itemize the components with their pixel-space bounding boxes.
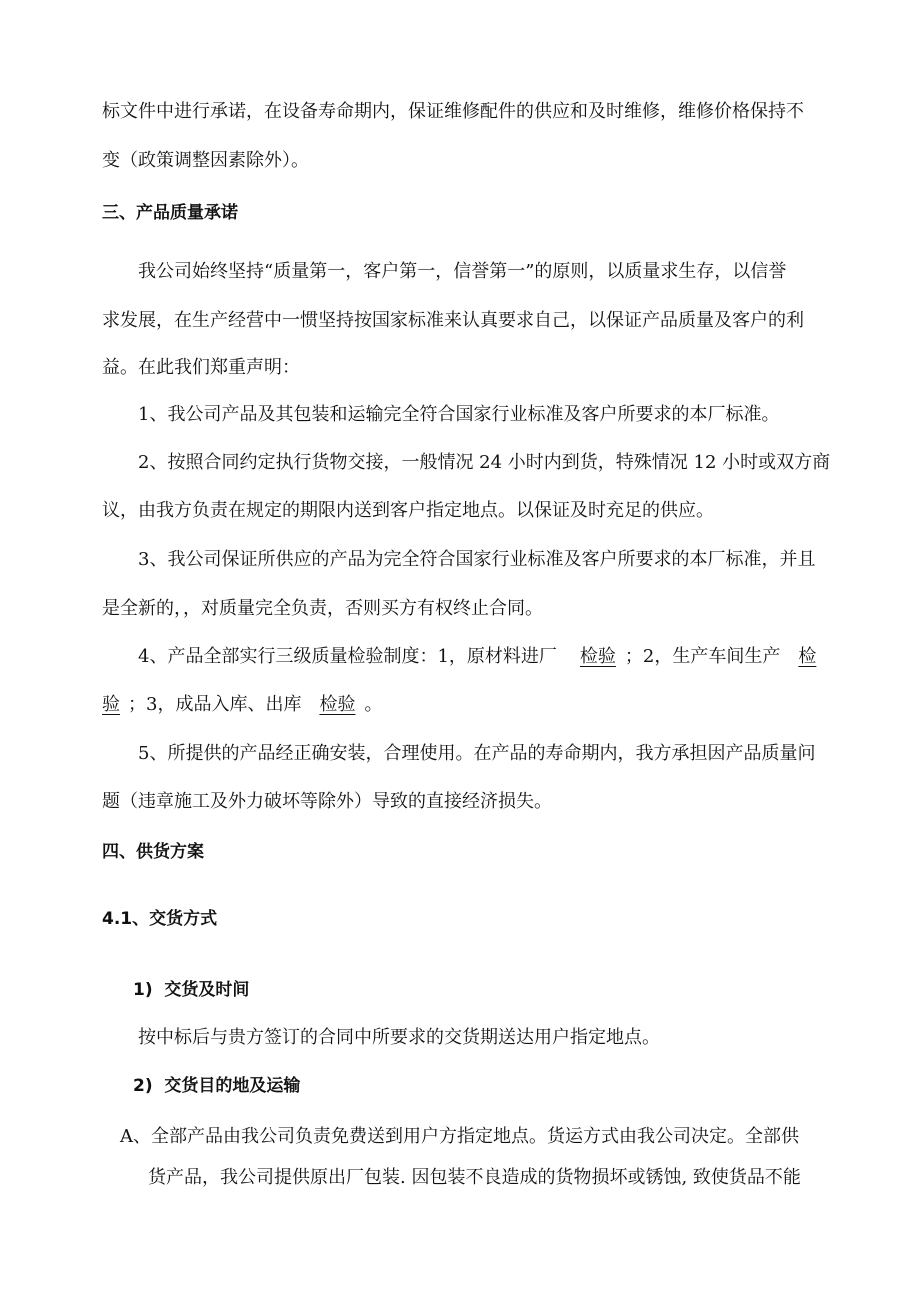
- paragraph-line: 标文件中进行承诺，在设备寿命期内，保证维修配件的供应和及时维修，维修价格保持不: [102, 101, 804, 122]
- underlined-inspection: 验: [102, 694, 120, 715]
- paragraph-line: 益。在此我们郑重声明：: [102, 357, 300, 378]
- item4-text: 4、产品全部实行三级质量检验制度：1，原材料进厂: [138, 646, 557, 667]
- list-item-3: 3、我公司保证所供应的产品为完全符合国家行业标准及客户所要求的本厂标准，并且: [138, 549, 816, 570]
- paragraph-line: 货产品，我公司提供原出厂包装. 因包装不良造成的货物损坏或锈蚀, 致使货品不能: [148, 1167, 801, 1188]
- paragraph-line: 我公司始终坚持“质量第一，客户第一，信誉第一”的原则，以质量求生存，以信誉: [138, 261, 787, 282]
- paragraph-line: 是全新的，，对质量完全负责，否则买方有权终止合同。: [102, 598, 543, 619]
- section-heading-quality-commitment: 三、产品质量承诺: [102, 203, 238, 223]
- subsection-heading-delivery-method: 4.1、交货方式: [102, 909, 218, 929]
- paragraph-line: 题（违章施工及外力破坏等除外）导致的直接经济损失。: [102, 791, 552, 812]
- paragraph-line: A、全部产品由我公司负责免费送到用户方指定地点。货运方式由我公司决定。全部供: [120, 1126, 799, 1147]
- paragraph-line: 按中标后与贵方签订的合同中所要求的交货期送达用户指定地点。: [138, 1027, 660, 1048]
- sub-heading-delivery-time: 1) 交货及时间: [133, 980, 250, 1000]
- paragraph-line: 变（政策调整因素除外）。: [102, 150, 309, 171]
- list-item-1: 1、我公司产品及其包装和运输完全符合国家行业标准及客户所要求的本厂标准。: [138, 404, 780, 425]
- paragraph-line: [102, 692, 382, 718]
- paragraph-line: 议，由我方负责在规定的期限内送到客户指定地点。以保证及时充足的供应。: [102, 500, 714, 521]
- item4-text: ；2，生产车间生产: [624, 646, 781, 667]
- paragraph-line: 求发展，在生产经营中一惯坚持按国家标准来认真要求自己，以保证产品质量及客户的利: [102, 310, 804, 331]
- list-item-4: [138, 644, 816, 670]
- underlined-inspection: 检验: [579, 646, 616, 667]
- item4-text: ；3，成品入库、出库: [128, 694, 302, 715]
- section-heading-supply-plan: 四、供货方案: [102, 842, 204, 862]
- list-item-2: 2、按照合同约定执行货物交接，一般情况 24 小时内到货，特殊情况 12 小时或双方商: [138, 452, 831, 473]
- underlined-inspection: 检验: [319, 694, 356, 715]
- list-item-5: 5、所提供的产品经正确安装，合理使用。在产品的寿命期内，我方承担因产品质量问: [138, 743, 816, 764]
- sub-heading-destination-transport: 2) 交货目的地及运输: [133, 1076, 301, 1096]
- underlined-inspection: 检: [798, 646, 817, 667]
- item4-text: 。: [364, 694, 383, 715]
